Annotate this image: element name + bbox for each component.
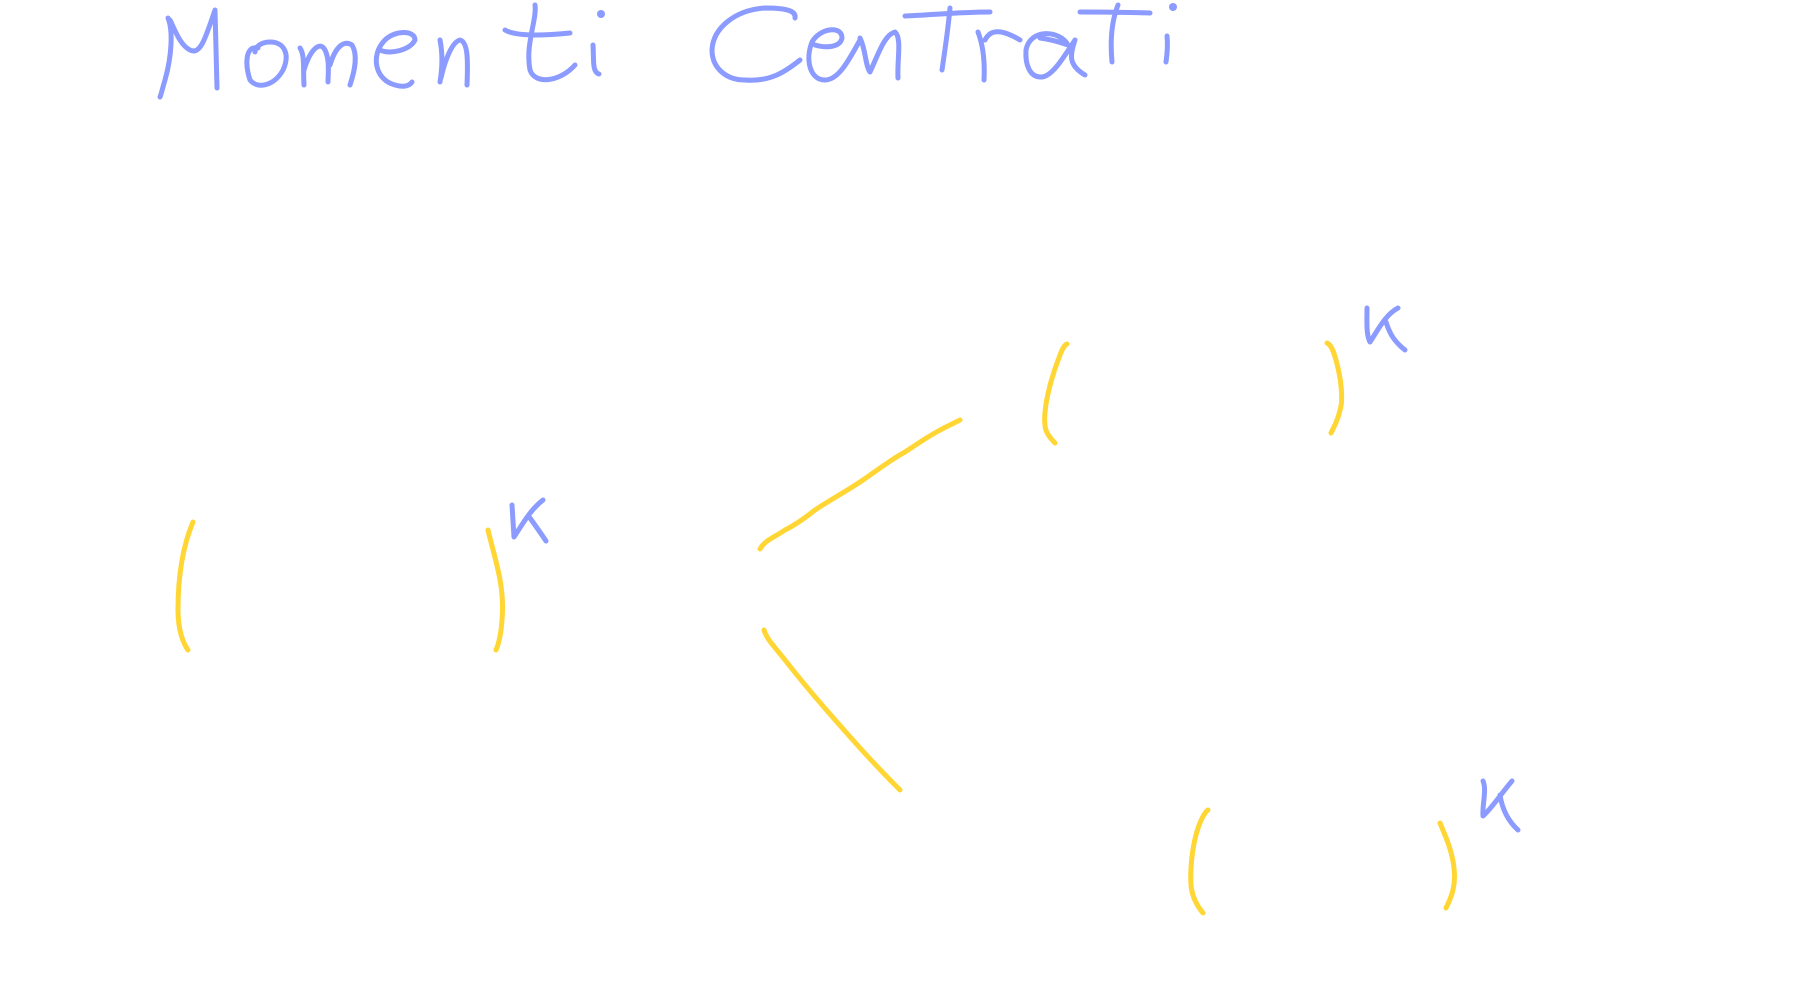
lower-branch-line	[764, 630, 900, 790]
title-letter-C	[712, 8, 800, 80]
title-letter-e1	[376, 33, 415, 87]
title-letter-a	[1026, 34, 1085, 77]
title-letter-t1	[505, 5, 575, 80]
upper-branch-line	[760, 420, 960, 549]
upper-exponent-k	[1367, 308, 1405, 350]
title-letter-i1-dot	[597, 10, 605, 18]
title-letter-i1	[593, 45, 599, 74]
lower-right-bracket-group	[1191, 781, 1518, 913]
title-letter-o1	[247, 42, 286, 85]
title-letter-r	[978, 32, 1020, 80]
upper-close-paren	[1327, 343, 1342, 433]
title-letter-t2	[1080, 5, 1150, 62]
upper-open-paren	[1045, 344, 1067, 443]
title-letter-n	[440, 40, 467, 85]
title-letter-i2-dot	[1169, 3, 1177, 11]
left-open-paren	[178, 522, 193, 650]
title-letter-e2	[809, 30, 860, 80]
branch-lines	[760, 420, 960, 790]
title-letter-n2	[860, 32, 899, 78]
title-handwriting	[160, 3, 1177, 97]
left-bracket-group	[178, 500, 546, 650]
lower-exponent-k	[1483, 781, 1518, 830]
title-letter-T	[905, 8, 990, 70]
left-exponent-k	[512, 500, 546, 541]
lower-open-paren	[1191, 810, 1208, 913]
upper-right-bracket-group	[1045, 308, 1405, 443]
title-letter-m	[300, 43, 355, 85]
title-letter-i2	[1166, 36, 1167, 62]
title-letter-M	[160, 10, 217, 97]
left-close-paren	[488, 530, 503, 650]
lower-close-paren	[1440, 823, 1455, 908]
